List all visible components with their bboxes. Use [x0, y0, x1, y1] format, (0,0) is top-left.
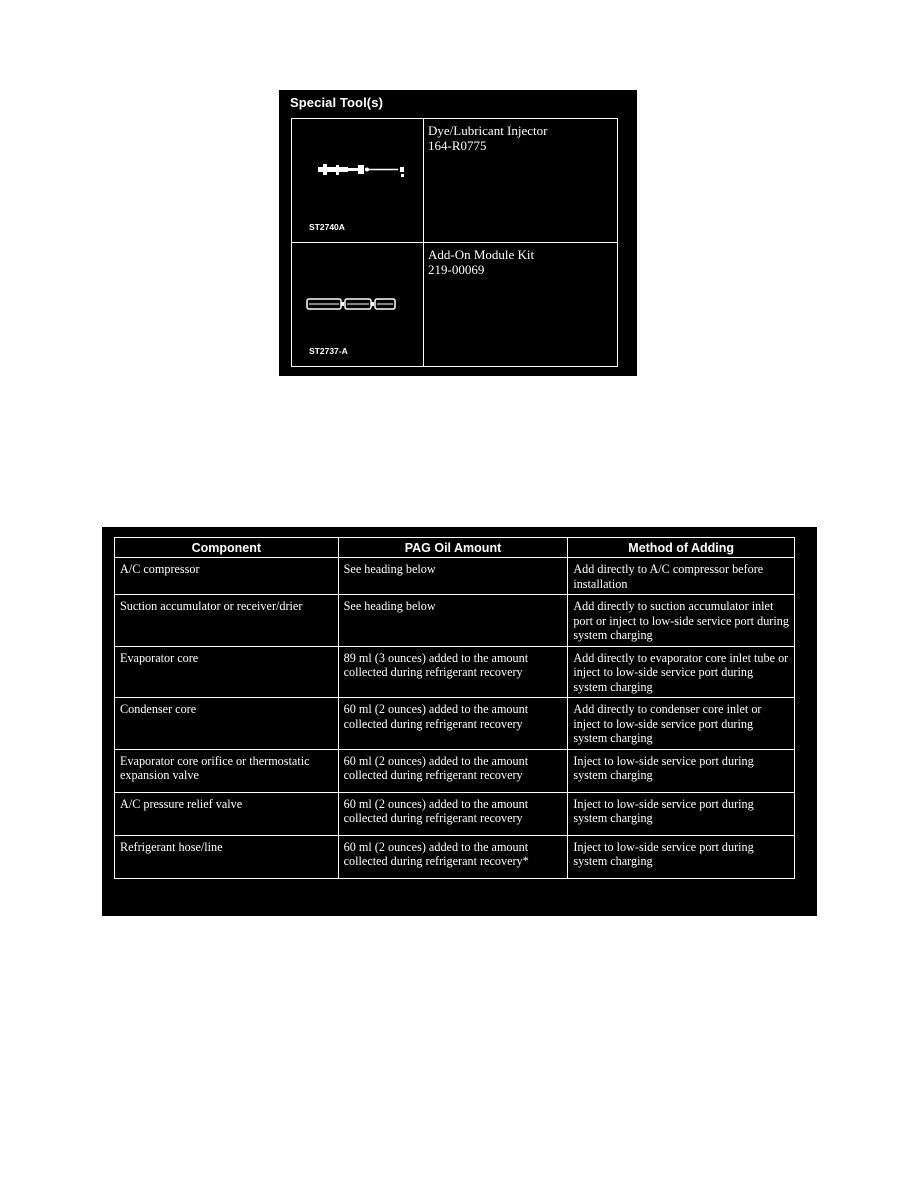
- dye-injector-icon: [306, 159, 406, 181]
- table-row: [115, 646, 795, 698]
- table-row: [115, 792, 795, 835]
- component-cell: Suction accumulator or receiver/drier: [115, 595, 339, 647]
- tool-illustration-code: ST2737-A: [309, 346, 348, 356]
- component-cell: Evaporator core: [115, 646, 339, 698]
- column-header-oil-amount: PAG Oil Amount: [338, 538, 568, 558]
- table-row: [115, 558, 795, 595]
- oil-amount-cell: 60 ml (2 ounces) added to the amount collected during refrigerant recovery*: [338, 835, 568, 878]
- component-cell: Refrigerant hose/line: [115, 835, 339, 878]
- tool-description-cell: [424, 119, 618, 243]
- special-tools-title: Special Tool(s): [290, 95, 383, 110]
- oil-amount-cell: 60 ml (2 ounces) added to the amount collected during refrigerant recovery: [338, 792, 568, 835]
- method-cell: Add directly to evaporator core inlet tube or inject to low-side service port during system charging: [568, 646, 795, 698]
- tool-name: Dye/Lubricant Injector: [428, 123, 548, 138]
- oil-amount-cell: 60 ml (2 ounces) added to the amount collected during refrigerant recovery: [338, 749, 568, 792]
- tool-row: [292, 119, 618, 243]
- tool-row: [292, 243, 618, 367]
- oil-amount-cell: 60 ml (2 ounces) added to the amount collected during refrigerant recovery: [338, 698, 568, 750]
- special-tools-panel: [279, 90, 637, 376]
- special-tools-table: [291, 118, 618, 367]
- tool-number: 164-R0775: [428, 138, 487, 153]
- method-cell: Inject to low-side service port during system charging: [568, 792, 795, 835]
- method-cell: Inject to low-side service port during system charging: [568, 749, 795, 792]
- oil-amount-cell: See heading below: [338, 595, 568, 647]
- oil-amount-cell: 89 ml (3 ounces) added to the amount collected during refrigerant recovery: [338, 646, 568, 698]
- tool-number: 219-00069: [428, 262, 485, 277]
- column-header-component: Component: [115, 538, 339, 558]
- table-row: [115, 698, 795, 750]
- tool-description-cell: [424, 243, 618, 367]
- tool-illustration-cell: [292, 119, 424, 243]
- table-row: [115, 595, 795, 647]
- tool-name: Add-On Module Kit: [428, 247, 535, 262]
- component-cell: Condenser core: [115, 698, 339, 750]
- component-cell: A/C compressor: [115, 558, 339, 595]
- method-cell: Inject to low-side service port during system charging: [568, 835, 795, 878]
- component-cell: A/C pressure relief valve: [115, 792, 339, 835]
- method-cell: Add directly to condenser core inlet or inject to low-side service port during system charging: [568, 698, 795, 750]
- column-header-method: Method of Adding: [568, 538, 795, 558]
- module-kit-icon: [306, 293, 406, 315]
- method-cell: Add directly to A/C compressor before installation: [568, 558, 795, 595]
- pag-oil-table: [114, 537, 795, 879]
- table-row: [115, 835, 795, 878]
- tool-illustration-code: ST2740A: [309, 222, 345, 232]
- oil-amount-cell: See heading below: [338, 558, 568, 595]
- table-header-row: [115, 538, 795, 558]
- tool-illustration-cell: [292, 243, 424, 367]
- component-cell: Evaporator core orifice or thermostatic expansion valve: [115, 749, 339, 792]
- table-row: [115, 749, 795, 792]
- pag-oil-panel: [102, 527, 817, 916]
- method-cell: Add directly to suction accumulator inlet port or inject to low-side service port during system charging: [568, 595, 795, 647]
